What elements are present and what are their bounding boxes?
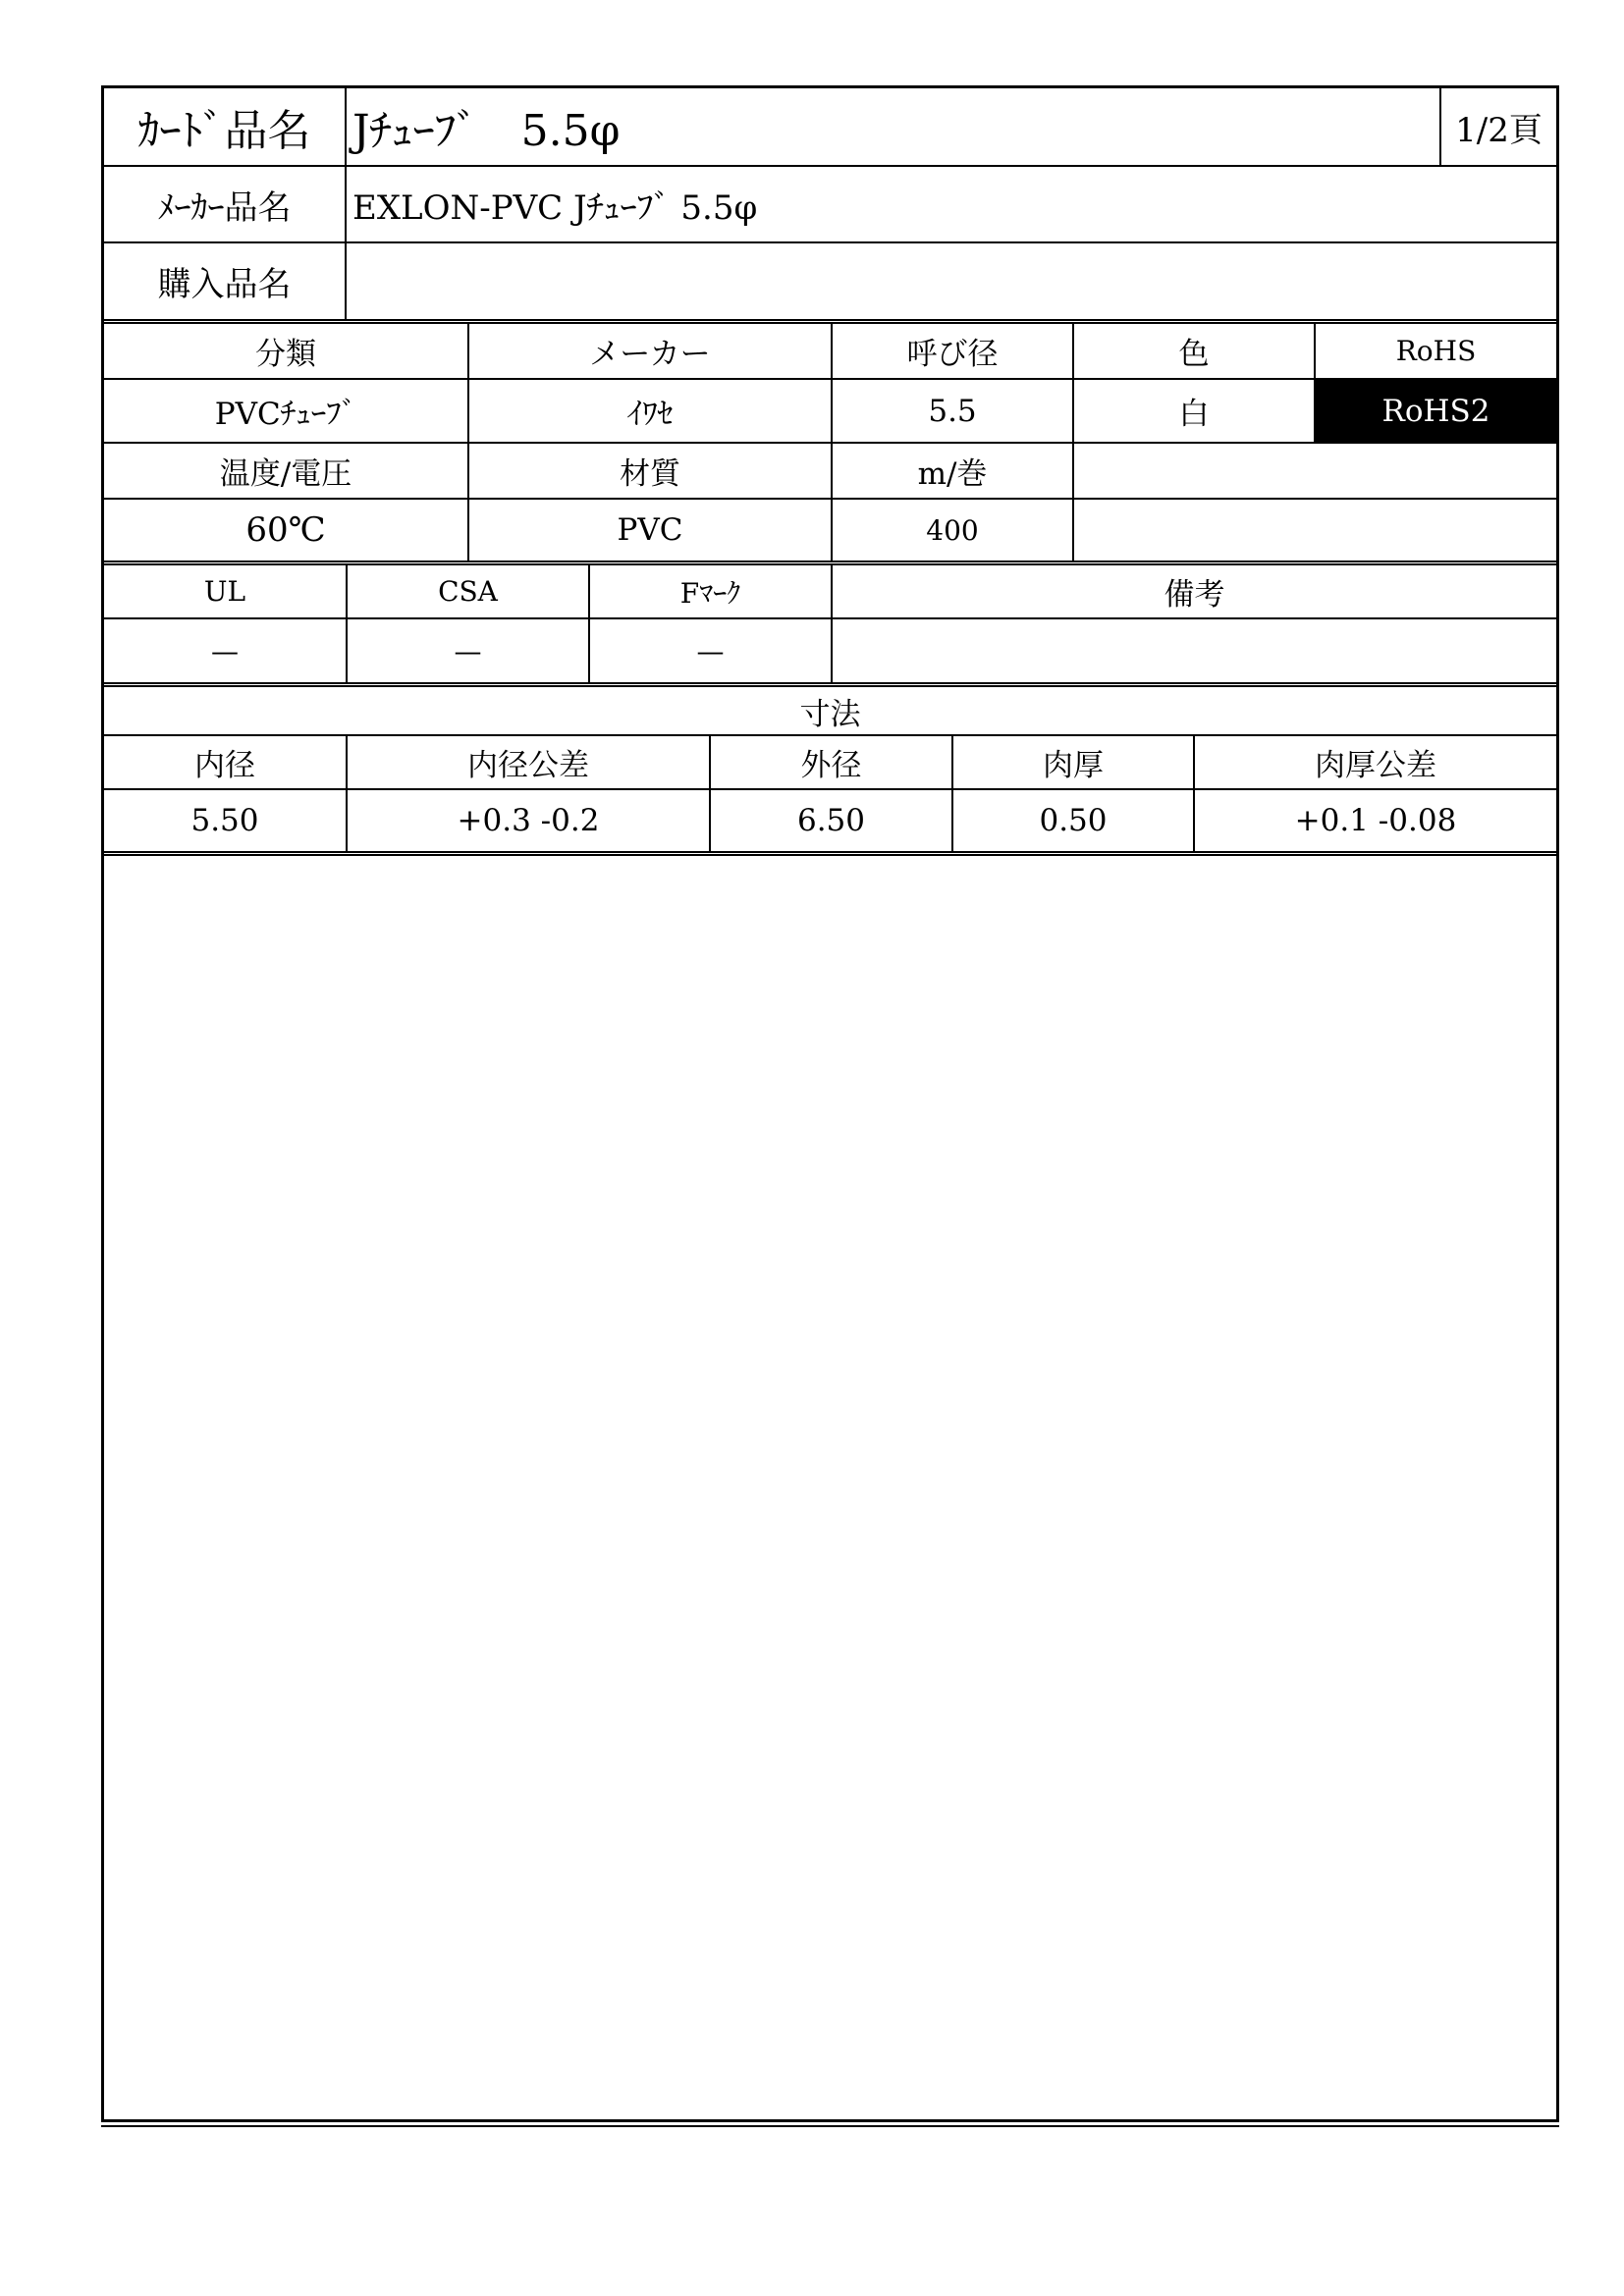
- blank-label-cell: [1072, 444, 1556, 498]
- csa-label: CSA: [346, 565, 588, 617]
- purchase-name-row: [104, 243, 1556, 324]
- length-per-roll-label: m/巻: [831, 444, 1072, 498]
- dimensions-title-row: [104, 687, 1556, 736]
- dimensions-value-row: [104, 790, 1556, 856]
- card-name-row: [104, 88, 1556, 167]
- maker-name-row: [104, 167, 1556, 243]
- material-label: 材質: [467, 444, 831, 498]
- maker-value: ｲﾜｾ: [467, 380, 831, 442]
- nominal-diameter-value: 5.5: [831, 380, 1072, 442]
- wall-thickness-tolerance-label: 肉厚公差: [1193, 736, 1556, 788]
- inner-diameter-tolerance-label: 内径公差: [346, 736, 709, 788]
- color-value: 白: [1072, 380, 1314, 442]
- rohs-value: RoHS2: [1314, 380, 1556, 442]
- remarks-value: [831, 619, 1556, 682]
- temperature-voltage-value: 60℃: [245, 510, 326, 550]
- category-value: PVCﾁｭｰﾌﾞ: [214, 397, 357, 432]
- dimensions-title: 寸法: [799, 696, 861, 732]
- maker-name-label: ﾒｰｶｰ品名: [157, 187, 292, 228]
- f-mark-value: —: [588, 619, 831, 682]
- maker-name-value: EXLON-PVC Jﾁｭｰﾌﾞ 5.5φ: [345, 167, 1556, 241]
- outer-diameter-value: 6.50: [709, 790, 951, 851]
- nominal-diameter-label: 呼び径: [831, 324, 1072, 378]
- outer-diameter-label: 外径: [709, 736, 951, 788]
- spec-label-row-2: [104, 444, 1556, 500]
- bottom-rule: [101, 2125, 1559, 2127]
- f-mark-label: Fﾏｰｸ: [588, 565, 831, 617]
- card-name-label: ｶｰﾄﾞ品名: [137, 106, 311, 156]
- spec-value-row-2: [104, 500, 1556, 565]
- spec-label-row-1: [104, 324, 1556, 380]
- card-name-value: Jﾁｭｰﾌﾞ 5.5φ: [345, 88, 1439, 165]
- cert-label-row: [104, 565, 1556, 619]
- wall-thickness-label: 肉厚: [951, 736, 1193, 788]
- inner-diameter-label: 内径: [194, 748, 255, 783]
- maker-label: メーカー: [467, 324, 831, 378]
- purchase-name-value: [345, 243, 1556, 319]
- inner-diameter-value: 5.50: [190, 803, 259, 838]
- remarks-label: 備考: [831, 565, 1556, 617]
- wall-thickness-tolerance-value: +0.1 -0.08: [1193, 790, 1556, 851]
- length-per-roll-value: 400: [831, 500, 1072, 561]
- blank-value-cell: [1072, 500, 1556, 561]
- ul-label: UL: [203, 575, 246, 608]
- color-label: 色: [1072, 324, 1314, 378]
- cert-value-row: [104, 619, 1556, 687]
- csa-value: —: [346, 619, 588, 682]
- purchase-name-label: 購入品名: [157, 265, 292, 304]
- drawing-area: [104, 856, 1556, 2119]
- ul-value: —: [211, 634, 239, 667]
- spec-value-row-1: [104, 380, 1556, 444]
- temperature-voltage-label: 温度/電圧: [219, 456, 352, 492]
- rohs-label: RoHS: [1314, 324, 1556, 378]
- wall-thickness-value: 0.50: [951, 790, 1193, 851]
- spec-card: [101, 85, 1559, 2122]
- material-value: PVC: [467, 500, 831, 561]
- page-number: 1/2頁: [1439, 88, 1556, 165]
- category-label: 分類: [255, 337, 316, 372]
- dimensions-label-row: [104, 736, 1556, 790]
- inner-diameter-tolerance-value: +0.3 -0.2: [346, 790, 709, 851]
